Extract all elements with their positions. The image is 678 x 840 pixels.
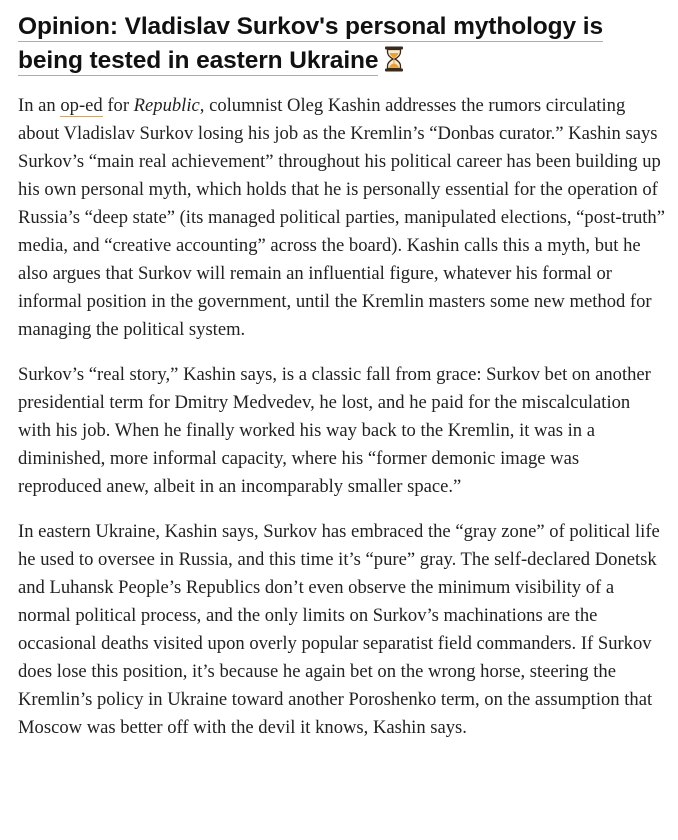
paragraph-3: In eastern Ukraine, Kashin says, Surkov has embraced the “gray zone” of political life he used to oversee in Russia, and this time it’s “pure” gray. The self-declared Donetsk and Luhansk People’s Republics don’t even observe the minimum visibility of a normal political process, and the only limits on Surkov’s machinations are the occasional deaths visited upon overly popular separatist field commanders. If Surkov does lose this position, it’s because he again bet on the wrong horse, steering the Kremlin’s policy in Ukraine toward another Poroshenko term, on the assumption that Moscow was better off with the devil it knows, Kashin says. <box>18 521 660 738</box>
paragraph-1-mid: for <box>102 95 134 116</box>
publication-name: Republic <box>133 95 200 116</box>
op-ed-link[interactable]: op-ed <box>60 95 103 116</box>
paragraph-1-lead: In an <box>18 95 61 116</box>
paragraph-1 <box>18 92 666 344</box>
paragraph-1-rest: , columnist Oleg Kashin addresses the rumors circulating about Vladislav Surkov losing his job as the Kremlin’s “Donbas curator.” Kashin says Surkov’s “main real achievement” throughout his political career has been building up his own personal myth, which holds that he is personally essential for the operation of Russia’s “deep state” (its managed political parties, manipulated elections, “post-truth” media, and “creative accounting” across the board). Kashin calls this a myth, but he also argues that Surkov will remain an influential figure, whatever his formal or informal position in the government, until the Kremlin masters some new method for managing the political system. <box>18 95 665 340</box>
article <box>18 10 666 759</box>
headline-text[interactable]: Opinion: Vladislav Surkov's personal mythology is being tested in eastern Ukraine <box>18 13 603 74</box>
paragraph-2: Surkov’s “real story,” Kashin says, is a classic fall from grace: Surkov bet on another presidential term for Dmitry Medvedev, he lost, and he paid for the miscalculation with his job. When he finally worked his way back to the Kremlin, it was in a diminished, more informal capacity, where his “former demonic image was reproduced anew, albeit in an incomparably smaller space.” <box>18 364 651 497</box>
article-body <box>18 92 666 742</box>
headline[interactable] <box>18 10 666 78</box>
hourglass-icon <box>384 46 404 72</box>
